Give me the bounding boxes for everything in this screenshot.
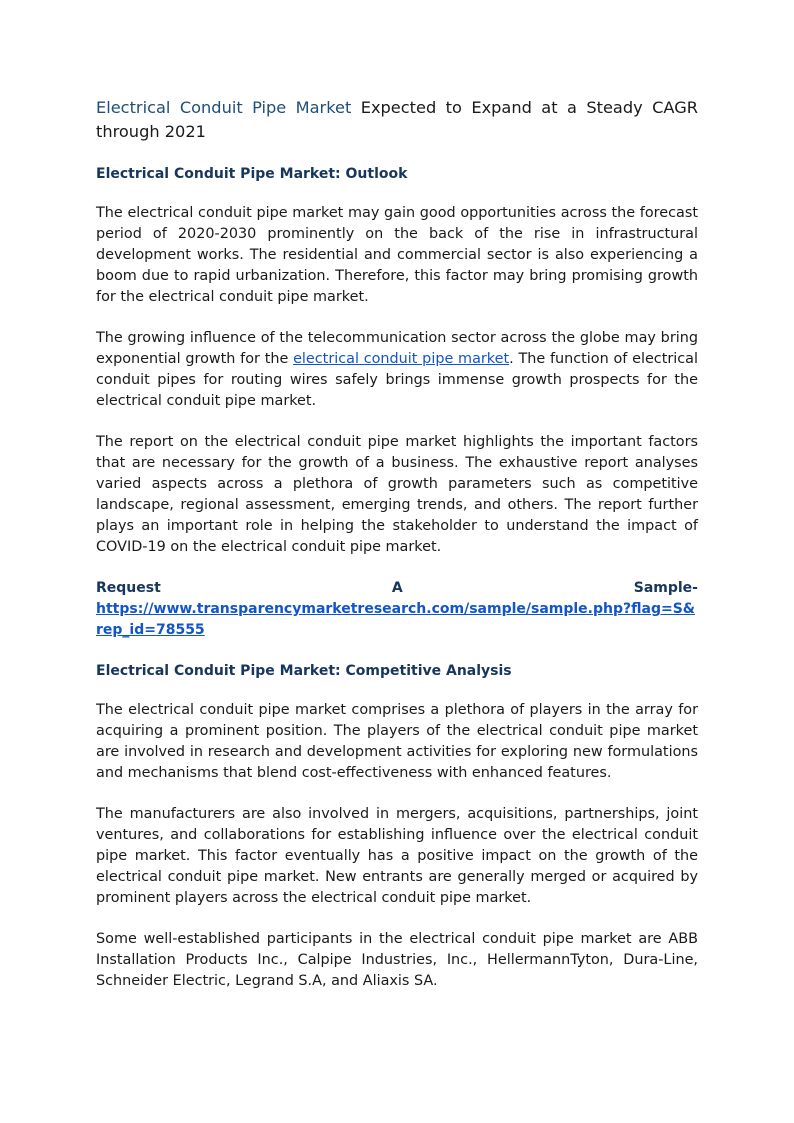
request-word-1: Request bbox=[96, 580, 161, 596]
outlook-paragraph-2 bbox=[96, 328, 698, 412]
document-title bbox=[96, 96, 698, 144]
market-report-link[interactable]: electrical conduit pipe market bbox=[293, 351, 510, 367]
request-word-3: Sample- bbox=[633, 580, 698, 596]
competitive-paragraph-3: Some well-established participants in the electrical conduit pipe market are ABB Installation Products Inc., Calpipe Industries, Inc., HellermannTyton, Dura-Line, Schneider Electric, Legrand S.A, and Aliaxis SA. bbox=[96, 931, 698, 989]
request-word-2: A bbox=[391, 580, 403, 596]
competitive-paragraph-1: The electrical conduit pipe market comprises a plethora of players in the array for acquiring a prominent position. The players of the electrical conduit pipe market are involved in research and development activities for exploring new formulations and mechanisms that blend cost-effectiveness with enhanced features. bbox=[96, 702, 698, 781]
request-sample bbox=[96, 578, 698, 641]
competitive-heading: Electrical Conduit Pipe Market: Competitive Analysis bbox=[96, 663, 512, 679]
outlook-p2-before: The growing influence of the telecommunication sector across the globe may bring exponential growth for the bbox=[96, 330, 698, 367]
outlook-p2-after: . The function of electrical conduit pipes for routing wires safely brings immense growth prospects for the electrical conduit pipe market. bbox=[96, 351, 698, 409]
title-rest: Expected to Expand at a Steady CAGR through 2021 bbox=[96, 98, 698, 141]
document-page bbox=[96, 96, 698, 1012]
outlook-paragraph-3: The report on the electrical conduit pipe market highlights the important factors that are necessary for the growth of a business. The exhaustive report analyses varied aspects across a plethora of growth parameters such as competitive landscape, regional assessment, emerging trends, and others. The report further plays an important role in helping the stakeholder to understand the impact of COVID-19 on the electrical conduit pipe market. bbox=[96, 434, 698, 555]
title-accent: Electrical Conduit Pipe Market bbox=[96, 98, 352, 117]
outlook-paragraph-1: The electrical conduit pipe market may gain good opportunities across the forecast period of 2020-2030 prominently on the back of the rise in infrastructural development works. The residential and commercial sector is also experiencing a boom due to rapid urbanization. Therefore, this factor may bring promising growth for the electrical conduit pipe market. bbox=[96, 205, 698, 305]
request-sample-label bbox=[96, 578, 698, 599]
competitive-paragraph-2: The manufacturers are also involved in mergers, acquisitions, partnerships, joint ventures, and collaborations for establishing influence over the electrical conduit pipe market. This factor eventually has a positive impact on the growth of the electrical conduit pipe market. New entrants are generally merged or acquired by prominent players across the electrical conduit pipe market. bbox=[96, 806, 698, 906]
outlook-heading: Electrical Conduit Pipe Market: Outlook bbox=[96, 166, 408, 182]
sample-request-link[interactable]: https://www.transparencymarketresearch.com/sample/sample.php?flag=S&rep_id=78555 bbox=[96, 601, 695, 638]
